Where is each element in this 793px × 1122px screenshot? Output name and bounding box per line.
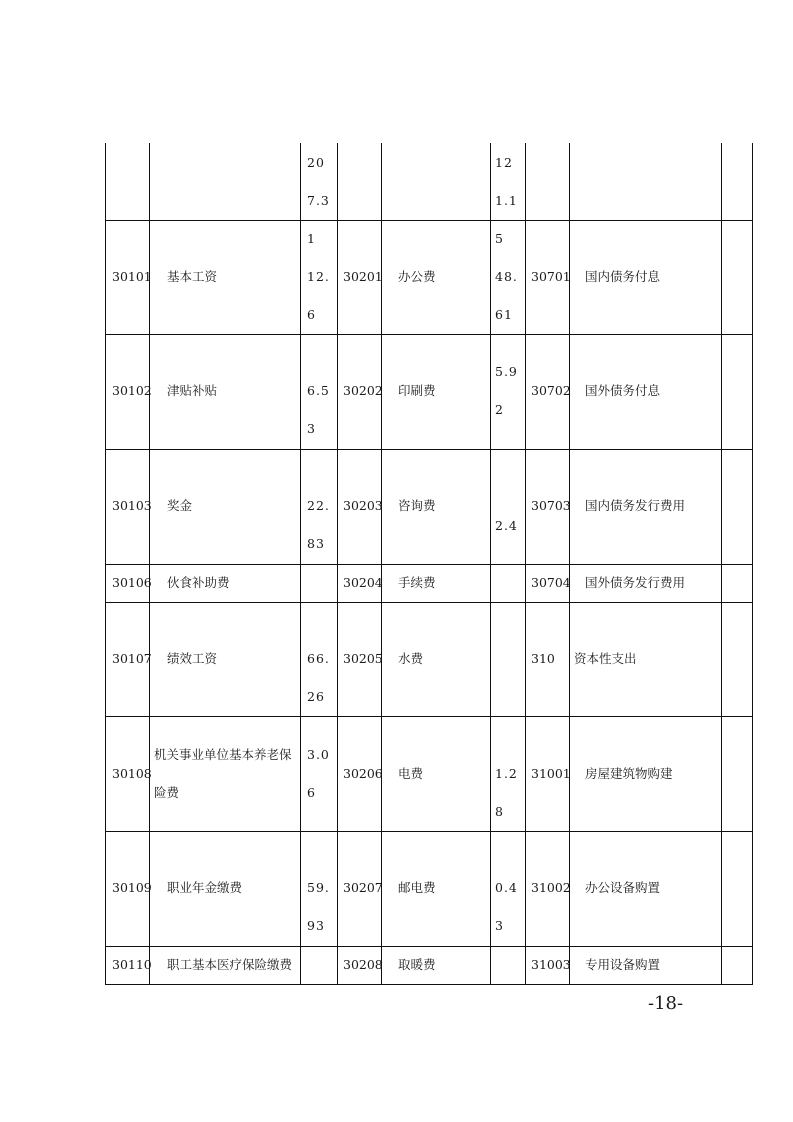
code-cell: 30701 <box>531 269 571 284</box>
code-cell: 30703 <box>531 498 571 513</box>
amount-cell: 48.61 <box>495 269 518 322</box>
budget-table <box>105 143 753 985</box>
code-cell: 30106 <box>112 575 152 590</box>
amount-cell: 6.53 <box>307 383 330 436</box>
table-border <box>105 984 753 985</box>
item-name-cell: 职工基本医疗保险缴费 <box>167 957 293 972</box>
amount-cell: 0.43 <box>495 880 518 933</box>
item-name-cell: 国内债务付息 <box>585 269 661 284</box>
item-name-cell: 取暖费 <box>398 957 436 972</box>
code-cell: 310 <box>531 651 555 666</box>
code-cell: 30101 <box>112 269 152 284</box>
item-name-cell: 印刷费 <box>398 383 436 398</box>
item-name-cell: 水费 <box>398 651 424 666</box>
item-name-cell: 津贴补贴 <box>167 383 218 398</box>
item-name-cell: 咨询费 <box>398 498 436 513</box>
code-cell: 30102 <box>112 383 152 398</box>
code-cell: 30208 <box>343 957 383 972</box>
item-name-cell: 机关事业单位基本养老保险费 <box>154 747 292 800</box>
code-cell: 30107 <box>112 651 152 666</box>
code-cell: 30201 <box>343 269 383 284</box>
code-cell: 30704 <box>531 575 571 590</box>
item-name-cell: 房屋建筑物购建 <box>585 766 673 781</box>
amount-cell: 22.83 <box>307 498 330 551</box>
row-divider <box>105 716 753 717</box>
item-name-cell: 绩效工资 <box>167 651 218 666</box>
page-number: -18- <box>648 993 684 1014</box>
item-name-cell: 国外债务付息 <box>585 383 661 398</box>
item-name-cell: 基本工资 <box>167 269 218 284</box>
code-cell: 30110 <box>112 957 152 972</box>
code-cell: 31002 <box>531 880 571 895</box>
row-divider <box>105 449 753 450</box>
item-name-cell: 职业年金缴费 <box>167 880 243 895</box>
code-cell: 30205 <box>343 651 383 666</box>
code-cell: 30103 <box>112 498 152 513</box>
code-cell: 30108 <box>112 766 152 781</box>
code-cell: 31003 <box>531 957 571 972</box>
amount-cell: 121.15 <box>495 155 518 246</box>
item-name-cell: 国外债务发行费用 <box>585 575 686 590</box>
item-name-cell: 办公设备购置 <box>585 880 661 895</box>
code-cell: 30202 <box>343 383 383 398</box>
amount-cell: 66.26 <box>307 651 330 704</box>
item-name-cell: 国内债务发行费用 <box>585 498 686 513</box>
amount-cell: 12.6 <box>307 269 330 322</box>
code-cell: 31001 <box>531 766 571 781</box>
code-cell: 30206 <box>343 766 383 781</box>
code-cell: 30109 <box>112 880 152 895</box>
item-name-cell: 伙食补助费 <box>167 575 230 590</box>
item-name-cell: 奖金 <box>167 498 193 513</box>
row-divider <box>105 220 753 221</box>
amount-cell: 59.93 <box>307 880 330 933</box>
item-name-cell: 电费 <box>398 766 424 781</box>
amount-cell: 5.92 <box>495 364 518 417</box>
row-divider <box>105 602 753 603</box>
code-cell: 30207 <box>343 880 383 895</box>
item-name-cell: 手续费 <box>398 575 436 590</box>
amount-cell: 3.06 <box>307 747 330 800</box>
amount-cell: 207.31 <box>307 155 330 246</box>
row-divider <box>105 334 753 335</box>
amount-cell: 1.28 <box>495 766 518 819</box>
item-name-cell: 专用设备购置 <box>585 957 661 972</box>
code-cell: 30204 <box>343 575 383 590</box>
code-cell: 30702 <box>531 383 571 398</box>
item-name-cell: 资本性支出 <box>574 651 637 666</box>
item-name-cell: 办公费 <box>398 269 436 284</box>
code-cell: 30203 <box>343 498 383 513</box>
amount-cell: 2.4 <box>495 518 518 533</box>
item-name-cell: 邮电费 <box>398 880 436 895</box>
row-divider <box>105 831 753 832</box>
